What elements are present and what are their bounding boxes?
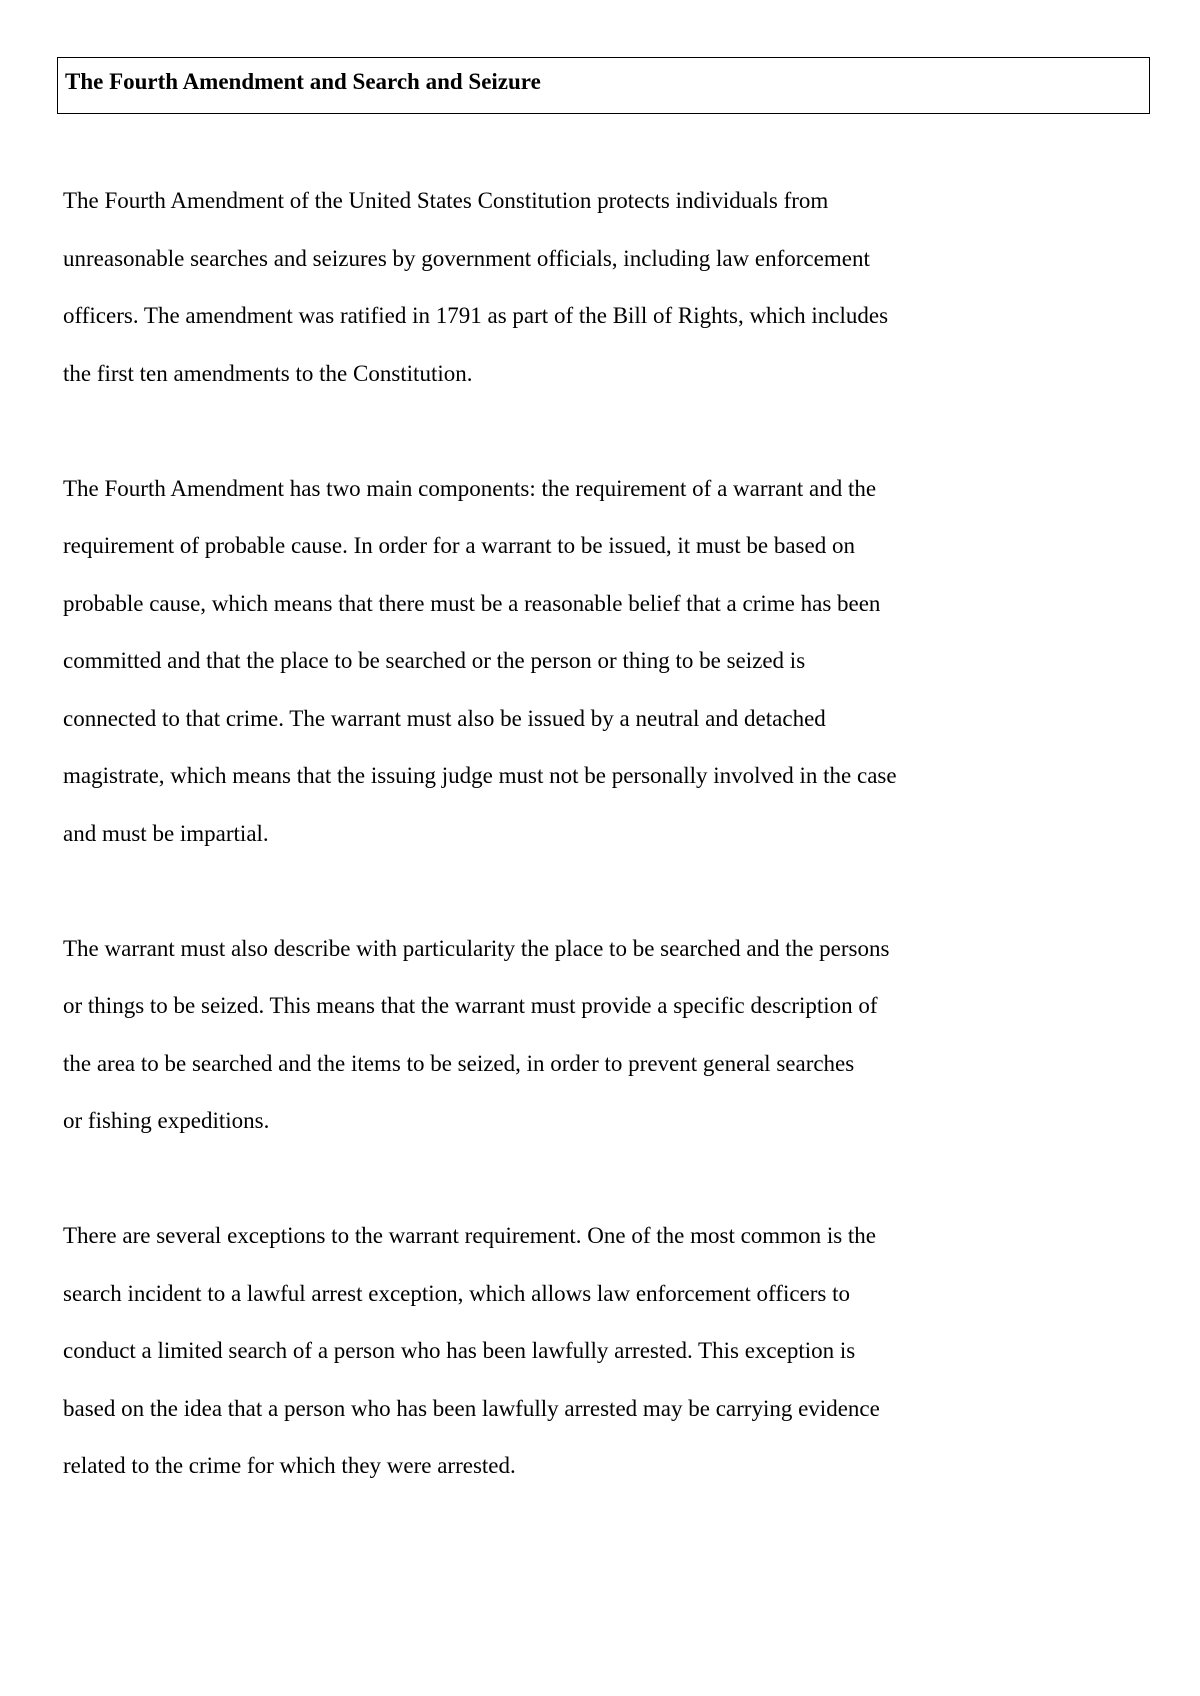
text-line: The Fourth Amendment of the United States Constitution protects individuals from bbox=[63, 188, 829, 213]
text-line: officers. The amendment was ratified in 1791 as part of the Bill of Rights, which includes bbox=[63, 303, 889, 328]
text-line: unreasonable searches and seizures by government officials, including law enforcement bbox=[63, 245, 870, 271]
text-line: magistrate, which means that the issuing judge must not be personally involved in the case bbox=[63, 763, 897, 788]
text-line: The Fourth Amendment has two main components: the requirement of a warrant and the bbox=[63, 475, 877, 501]
text-line: probable cause, which means that there must be a reasonable belief that a crime has been bbox=[63, 590, 881, 616]
document-body bbox=[63, 182, 1123, 1562]
document-title: The Fourth Amendment and Search and Seizure bbox=[65, 69, 541, 94]
title-box bbox=[57, 57, 1150, 114]
text-line: conduct a limited search of a person who has been lawfully arrested. This exception is bbox=[63, 1338, 856, 1363]
text-line: search incident to a lawful arrest exception, which allows law enforcement officers to bbox=[63, 1280, 851, 1306]
paragraph-2 bbox=[63, 470, 1123, 873]
text-line: based on the idea that a person who has been lawfully arrested may be carrying evidence bbox=[63, 1395, 880, 1421]
text-line: the first ten amendments to the Constitution. bbox=[63, 360, 473, 386]
text-line: The warrant must also describe with particularity the place to be searched and the persons bbox=[63, 935, 890, 961]
text-line: committed and that the place to be searched or the person or thing to be seized is bbox=[63, 648, 806, 673]
text-line: There are several exceptions to the warrant requirement. One of the most common is the bbox=[63, 1223, 877, 1248]
text-line: related to the crime for which they were arrested. bbox=[63, 1453, 516, 1478]
text-line: or fishing expeditions. bbox=[63, 1108, 270, 1133]
text-line: or things to be seized. This means that the warrant must provide a specific description of bbox=[63, 993, 878, 1018]
text-line: connected to that crime. The warrant must also be issued by a neutral and detached bbox=[63, 705, 826, 731]
text-line: requirement of probable cause. In order for a warrant to be issued, it must be based on bbox=[63, 533, 855, 558]
paragraph-1 bbox=[63, 182, 1123, 412]
paragraph-4 bbox=[63, 1217, 1123, 1505]
paragraph-3 bbox=[63, 930, 1123, 1160]
text-line: and must be impartial. bbox=[63, 820, 269, 846]
text-line: the area to be searched and the items to be seized, in order to prevent general searches bbox=[63, 1050, 855, 1076]
